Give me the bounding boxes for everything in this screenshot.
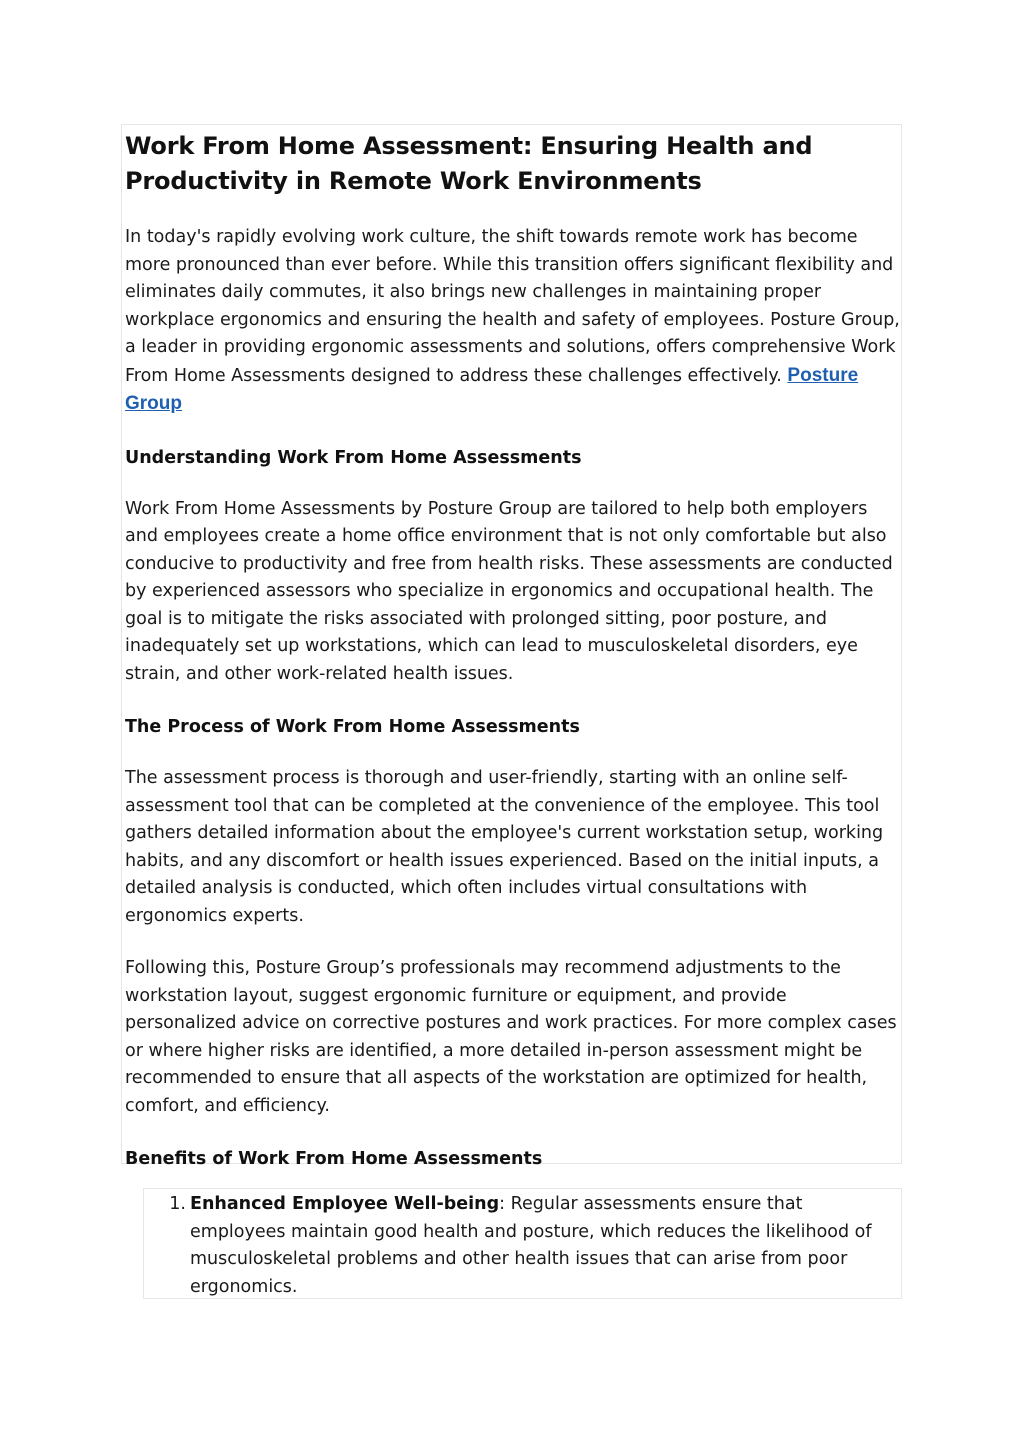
process-paragraph-1: The assessment process is thorough and user-friendly, starting with an online self-assessment tool that can be completed at the convenience of the employee. This tool gathers detailed information about the employee's current workstation setup, working habits, and any discomfort or health issues experienced. Based on the initial inputs, a detailed analysis is conducted, which often includes virtual consultations with ergonomics experts. [125, 768, 884, 926]
list-item-body [186, 1191, 901, 1301]
section-heading-benefits: Benefits of Work From Home Assessments [125, 1149, 543, 1169]
list-item-number: 1. [169, 1194, 186, 1214]
list-item-title: Enhanced Employee Well-being [190, 1194, 500, 1214]
section-heading-understanding: Understanding Work From Home Assessments [125, 447, 582, 468]
process-paragraph-2: Following this, Posture Group’s professionals may recommend adjustments to the workstation layout, suggest ergonomic furniture or equipment, and provide personalized advice on corrective postures and work practices. For more complex cases or where higher risks are identified, a more detailed in-person assessment might be recommended to ensure that all aspects of the workstation are optimized for health, comfort, and efficiency. [125, 958, 897, 1116]
benefits-list [143, 1188, 902, 1299]
understanding-paragraph: Work From Home Assessments by Posture Group are tailored to help both employers and employees create a home office environment that is not only comfortable but also conducive to productivity and free from health risks. These assessments are conducted by experienced assessors who specialize in ergonomics and occupational health. The goal is to mitigate the risks associated with prolonged sitting, poor posture, and inadequately set up workstations, which can lead to musculoskeletal disorders, eye strain, and other work-related health issues. [125, 498, 893, 684]
article-title: Work From Home Assessment: Ensuring Health and Productivity in Remote Work Environments [125, 132, 813, 195]
list-item [144, 1191, 901, 1301]
section-heading-process: The Process of Work From Home Assessments [125, 717, 580, 737]
intro-text: In today's rapidly evolving work culture, the shift towards remote work has become more pronounced than ever before. While this transition offers significant flexibility and eliminates daily commutes, it also brings new challenges in maintaining proper workplace ergonomics and ensuring the health and safety of employees. Posture Group, a leader in providing ergonomic assessments and solutions, offers comprehensive Work From Home Assessments designed to address these challenges effectively. [125, 227, 900, 386]
article-content [121, 124, 902, 1169]
list-item-text: : Regular assessments ensure that employees maintain good health and posture, which reduces the likelihood of musculoskeletal problems and other health issues that can arise from poor ergonomics. [190, 1194, 872, 1297]
posture-group-link[interactable]: Posture Group [125, 364, 859, 414]
intro-paragraph [125, 224, 901, 419]
